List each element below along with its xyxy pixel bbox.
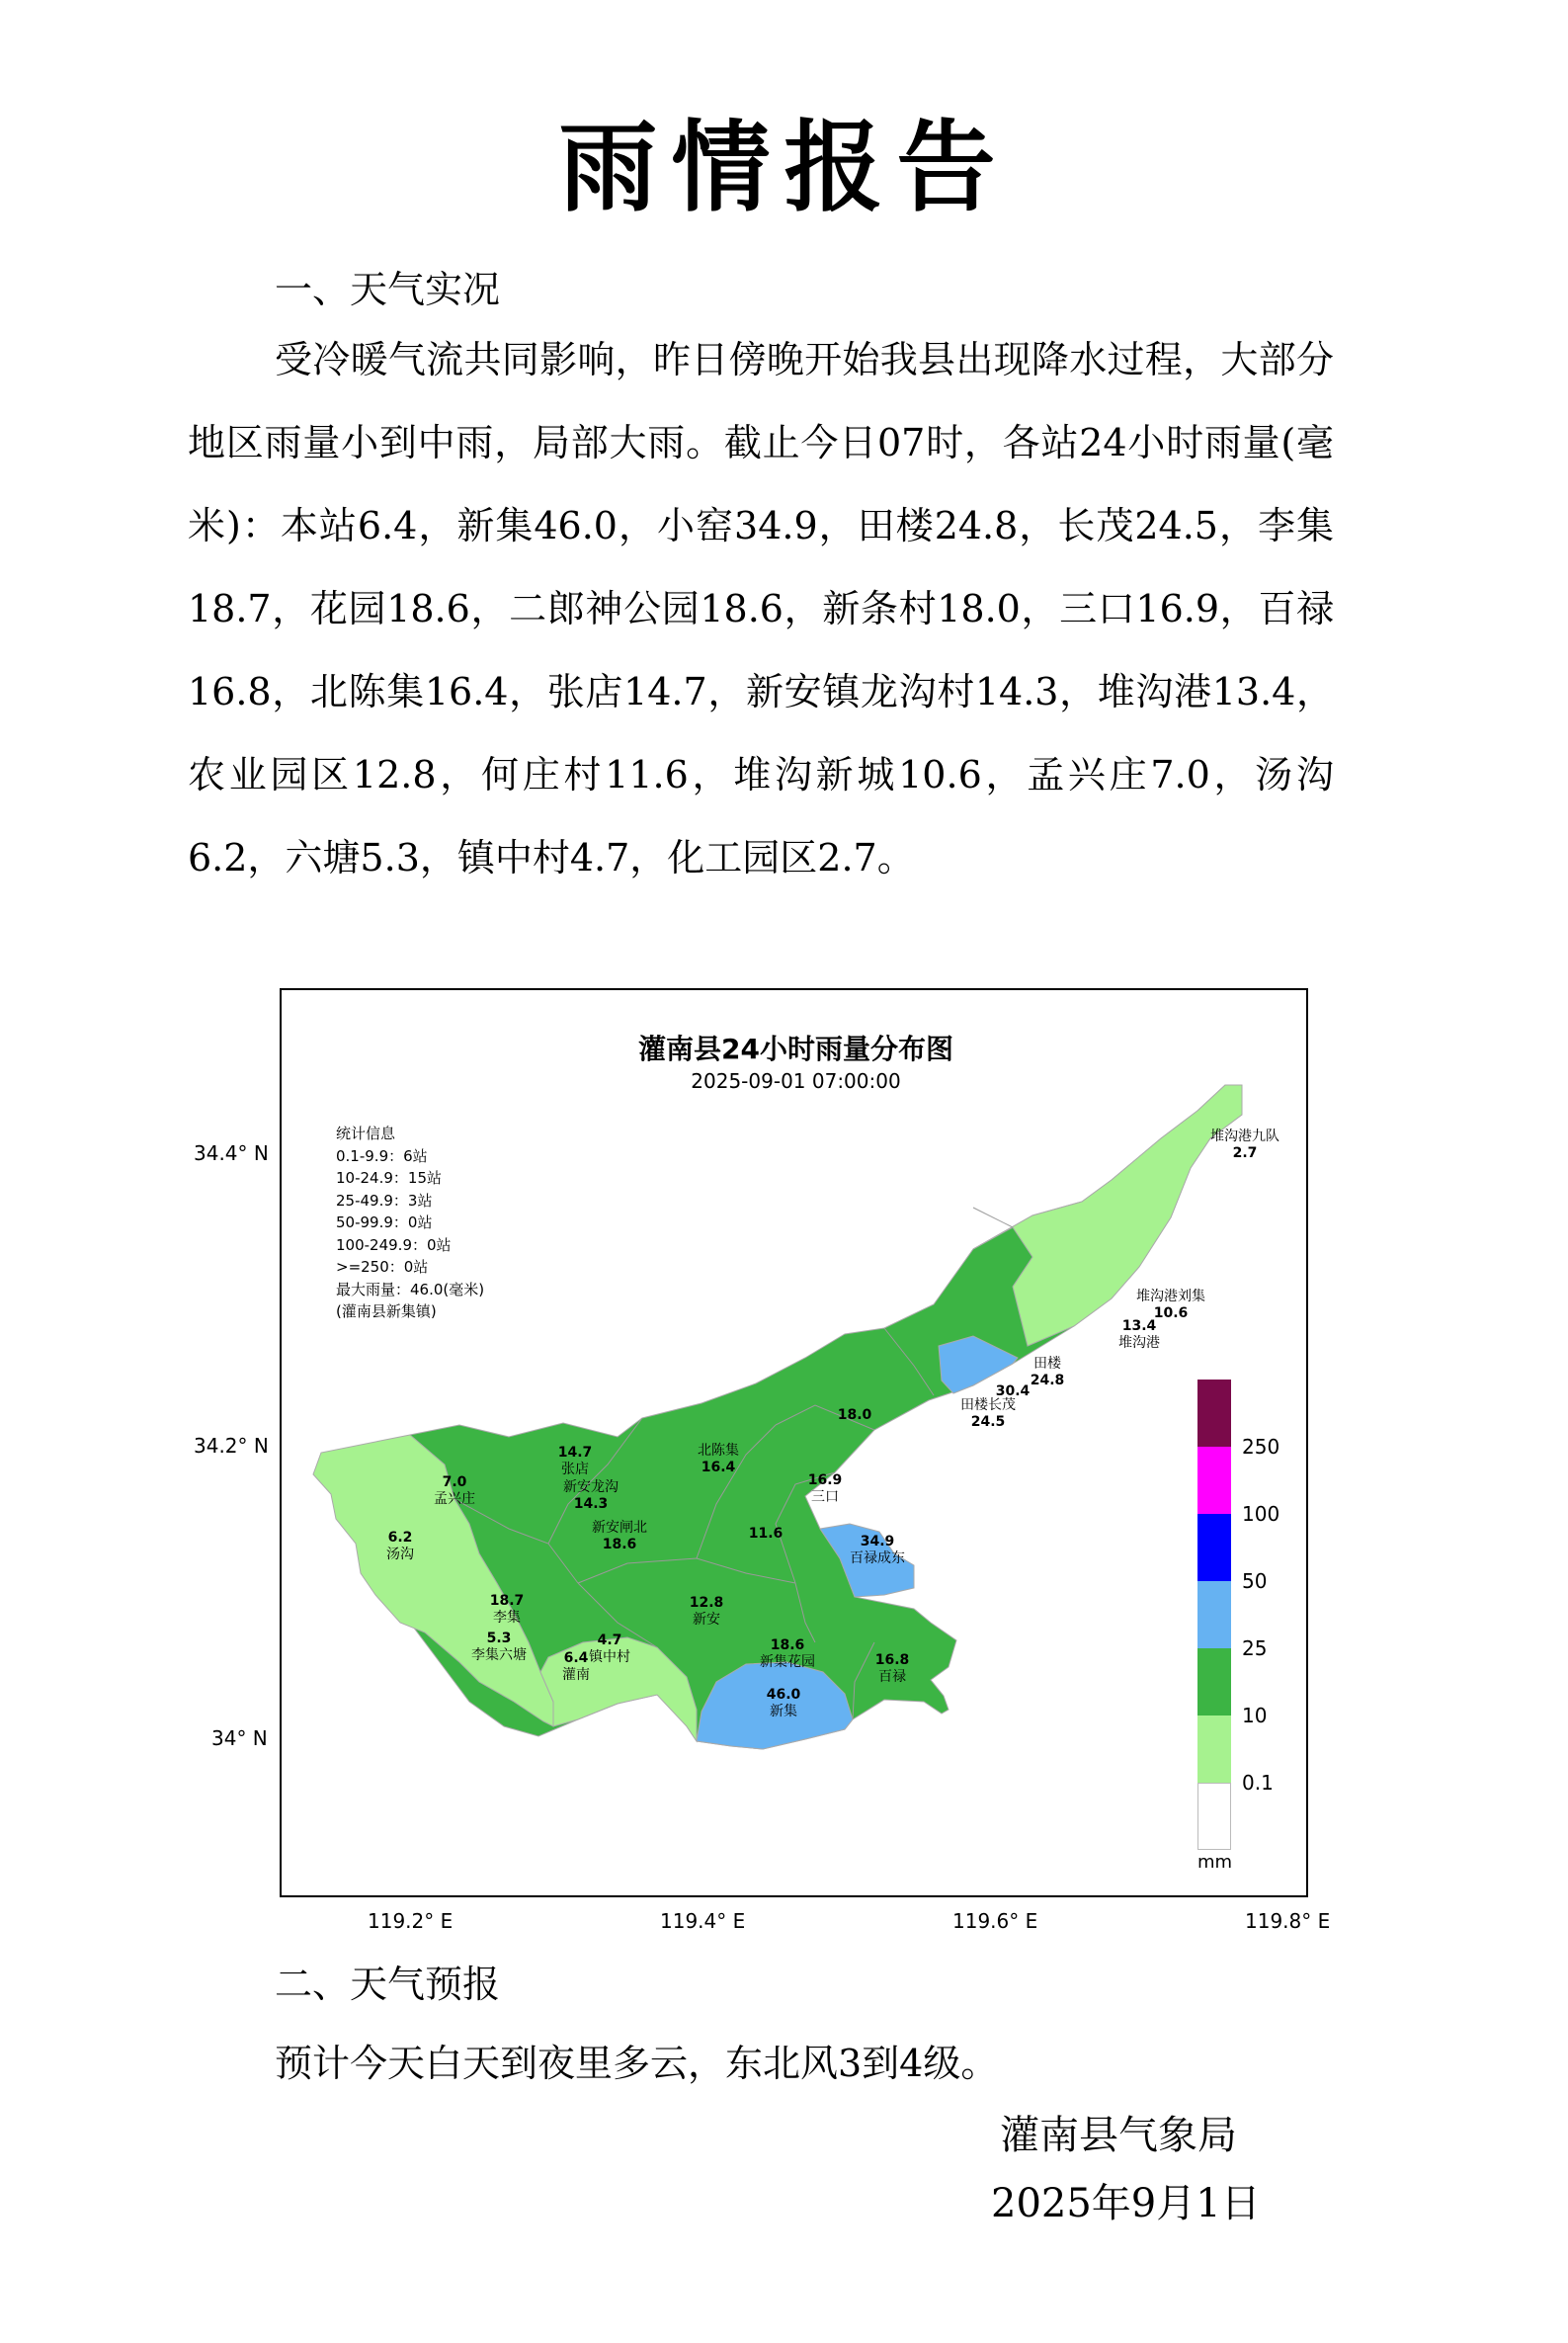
section-heading-forecast: 二、天气预报 bbox=[275, 1963, 501, 2006]
signature-org: 灌南县气象局 bbox=[1000, 2113, 1237, 2158]
legend-swatch bbox=[1197, 1514, 1231, 1581]
station-value: 5.3 bbox=[486, 1631, 512, 1646]
station-label bbox=[1136, 1289, 1205, 1322]
legend-swatch bbox=[1197, 1447, 1231, 1514]
station-value: 16.4 bbox=[701, 1460, 736, 1475]
station-name: 百禄成东 bbox=[850, 1550, 905, 1566]
legend-label: 10 bbox=[1242, 1704, 1268, 1727]
station-value: 2.7 bbox=[1232, 1145, 1258, 1161]
lon-label: 119.6° E bbox=[952, 1909, 1038, 1933]
station-label bbox=[760, 1637, 815, 1671]
station-label bbox=[434, 1474, 475, 1508]
legend-label: 250 bbox=[1242, 1435, 1280, 1459]
station-label bbox=[490, 1593, 525, 1627]
color-legend bbox=[1197, 1380, 1280, 1873]
station-label bbox=[698, 1443, 739, 1476]
forecast-paragraph: 预计今天白天到夜里多云，东北风3到4级。 bbox=[275, 2042, 999, 2085]
station-name: 新安龙沟 bbox=[563, 1479, 619, 1495]
lat-label: 34.2° N bbox=[194, 1434, 269, 1458]
stats-box bbox=[336, 1123, 484, 1323]
signature-date: 2025年9月1日 bbox=[991, 2181, 1261, 2226]
station-value: 13.4 bbox=[1121, 1318, 1157, 1334]
station-value: 18.0 bbox=[837, 1407, 872, 1423]
station-name: 百禄 bbox=[877, 1669, 906, 1685]
map-time: 2025-09-01 07:00:00 bbox=[691, 1069, 901, 1093]
legend-label: 25 bbox=[1242, 1636, 1268, 1660]
legend-label: 50 bbox=[1242, 1569, 1268, 1593]
station-name: 田楼 bbox=[1032, 1356, 1061, 1372]
station-name: 镇中村 bbox=[589, 1649, 630, 1665]
station-value: 6.2 bbox=[387, 1530, 413, 1546]
legend-label: 0.1 bbox=[1242, 1771, 1274, 1795]
station-label bbox=[471, 1631, 527, 1664]
station-name: 堆沟港刘集 bbox=[1136, 1289, 1205, 1304]
station-label bbox=[749, 1526, 784, 1543]
lon-label: 119.8° E bbox=[1245, 1909, 1331, 1933]
station-label bbox=[767, 1687, 801, 1720]
stats-line: 25-49.9：3站 bbox=[336, 1191, 433, 1210]
station-label bbox=[690, 1595, 724, 1629]
station-label bbox=[996, 1383, 1031, 1400]
station-value: 34.9 bbox=[860, 1534, 895, 1549]
stats-line: 100-249.9：0站 bbox=[336, 1235, 452, 1254]
stats-header: 统计信息 bbox=[336, 1125, 396, 1142]
station-name: 汤沟 bbox=[386, 1547, 414, 1562]
station-value: 16.9 bbox=[807, 1472, 843, 1488]
stats-line: (灌南县新集镇) bbox=[336, 1302, 437, 1320]
station-value: 46.0 bbox=[766, 1687, 801, 1703]
rainfall-map bbox=[280, 988, 1308, 1897]
station-value: 7.0 bbox=[442, 1474, 467, 1490]
lon-label: 119.2° E bbox=[368, 1909, 454, 1933]
station-name: 新集花园 bbox=[760, 1654, 815, 1670]
station-value: 18.6 bbox=[602, 1537, 637, 1552]
stats-line: 最大雨量：46.0(毫米) bbox=[336, 1280, 485, 1298]
station-label bbox=[808, 1472, 843, 1506]
station-name: 新安 bbox=[692, 1612, 720, 1628]
stats-line: >=250：0站 bbox=[336, 1258, 429, 1276]
legend-swatch bbox=[1197, 1380, 1231, 1447]
station-value: 16.8 bbox=[874, 1652, 910, 1668]
lat-label: 34° N bbox=[211, 1726, 268, 1750]
station-name: 新集 bbox=[769, 1704, 797, 1719]
station-value: 4.7 bbox=[597, 1632, 622, 1648]
station-name: 孟兴庄 bbox=[434, 1491, 475, 1507]
stats-line: 10-24.9：15站 bbox=[336, 1169, 442, 1187]
station-label bbox=[850, 1534, 905, 1567]
map-title: 灌南县24小时雨量分布图 bbox=[638, 1033, 953, 1065]
station-name: 灌南 bbox=[562, 1667, 590, 1683]
station-value: 12.8 bbox=[689, 1595, 724, 1611]
station-label bbox=[562, 1650, 590, 1684]
station-name: 张店 bbox=[560, 1462, 589, 1477]
legend-swatch bbox=[1197, 1581, 1231, 1648]
station-label bbox=[386, 1530, 414, 1563]
station-name: 李集 bbox=[492, 1610, 521, 1626]
station-name: 堆沟港九队 bbox=[1210, 1129, 1279, 1144]
station-name: 三口 bbox=[810, 1489, 839, 1505]
station-name: 北陈集 bbox=[698, 1443, 739, 1459]
station-name: 田楼长茂 bbox=[960, 1397, 1016, 1413]
legend-swatch bbox=[1197, 1783, 1231, 1850]
station-label bbox=[960, 1397, 1016, 1431]
station-value: 18.7 bbox=[489, 1593, 525, 1609]
station-value: 30.4 bbox=[995, 1383, 1031, 1399]
station-label bbox=[875, 1652, 910, 1686]
section-heading-observation: 一、天气实况 bbox=[275, 268, 501, 311]
station-value: 24.8 bbox=[1030, 1373, 1065, 1388]
station-label bbox=[592, 1520, 647, 1553]
station-label bbox=[838, 1407, 872, 1424]
legend-label: 100 bbox=[1242, 1502, 1280, 1526]
station-label bbox=[589, 1632, 630, 1666]
stats-line: 0.1-9.9：6站 bbox=[336, 1146, 428, 1165]
station-name: 李集六塘 bbox=[471, 1647, 527, 1663]
station-value: 14.7 bbox=[557, 1445, 593, 1461]
observation-paragraph: 受冷暖气流共同影响，昨日傍晚开始我县出现降水过程，大部分地区雨量小到中雨，局部大雨。截止今日07时，各站24小时雨量(毫米)：本站6.4，新集46.0，小窑34.9，田楼24.8，长茂24.5，李集18.7，花园18.6，二郎神公园18.6，新条村18.0，三口16.9，百禄16.8，北陈集16.4，张店14.7，新安镇龙沟村14.3，堆沟港13.4，农业园区12.8，何庄村11.6，堆沟新城10.6，孟兴庄7.0，汤沟6.2，六塘5.3，镇中村4.7，化工园区2.7。 bbox=[188, 338, 1334, 879]
station-value: 18.6 bbox=[770, 1637, 805, 1653]
station-label bbox=[558, 1445, 593, 1478]
station-name: 新安闸北 bbox=[592, 1520, 647, 1536]
lat-label: 34.4° N bbox=[194, 1141, 269, 1165]
station-value: 11.6 bbox=[748, 1526, 784, 1542]
station-value: 24.5 bbox=[970, 1414, 1006, 1430]
legend-swatch bbox=[1197, 1648, 1231, 1715]
station-label bbox=[1118, 1318, 1160, 1352]
station-value: 6.4 bbox=[563, 1650, 589, 1666]
station-value: 14.3 bbox=[573, 1496, 609, 1512]
report-title: 雨情报告 bbox=[558, 110, 1010, 225]
stats-line: 50-99.9：0站 bbox=[336, 1213, 433, 1231]
legend-unit: mm bbox=[1197, 1852, 1233, 1873]
lon-label: 119.4° E bbox=[660, 1909, 746, 1933]
station-label bbox=[1210, 1129, 1279, 1162]
legend-swatch bbox=[1197, 1715, 1231, 1783]
station-label bbox=[563, 1479, 619, 1513]
station-label bbox=[1031, 1356, 1065, 1389]
station-name: 堆沟港 bbox=[1118, 1335, 1160, 1351]
station-value: 10.6 bbox=[1153, 1305, 1189, 1321]
